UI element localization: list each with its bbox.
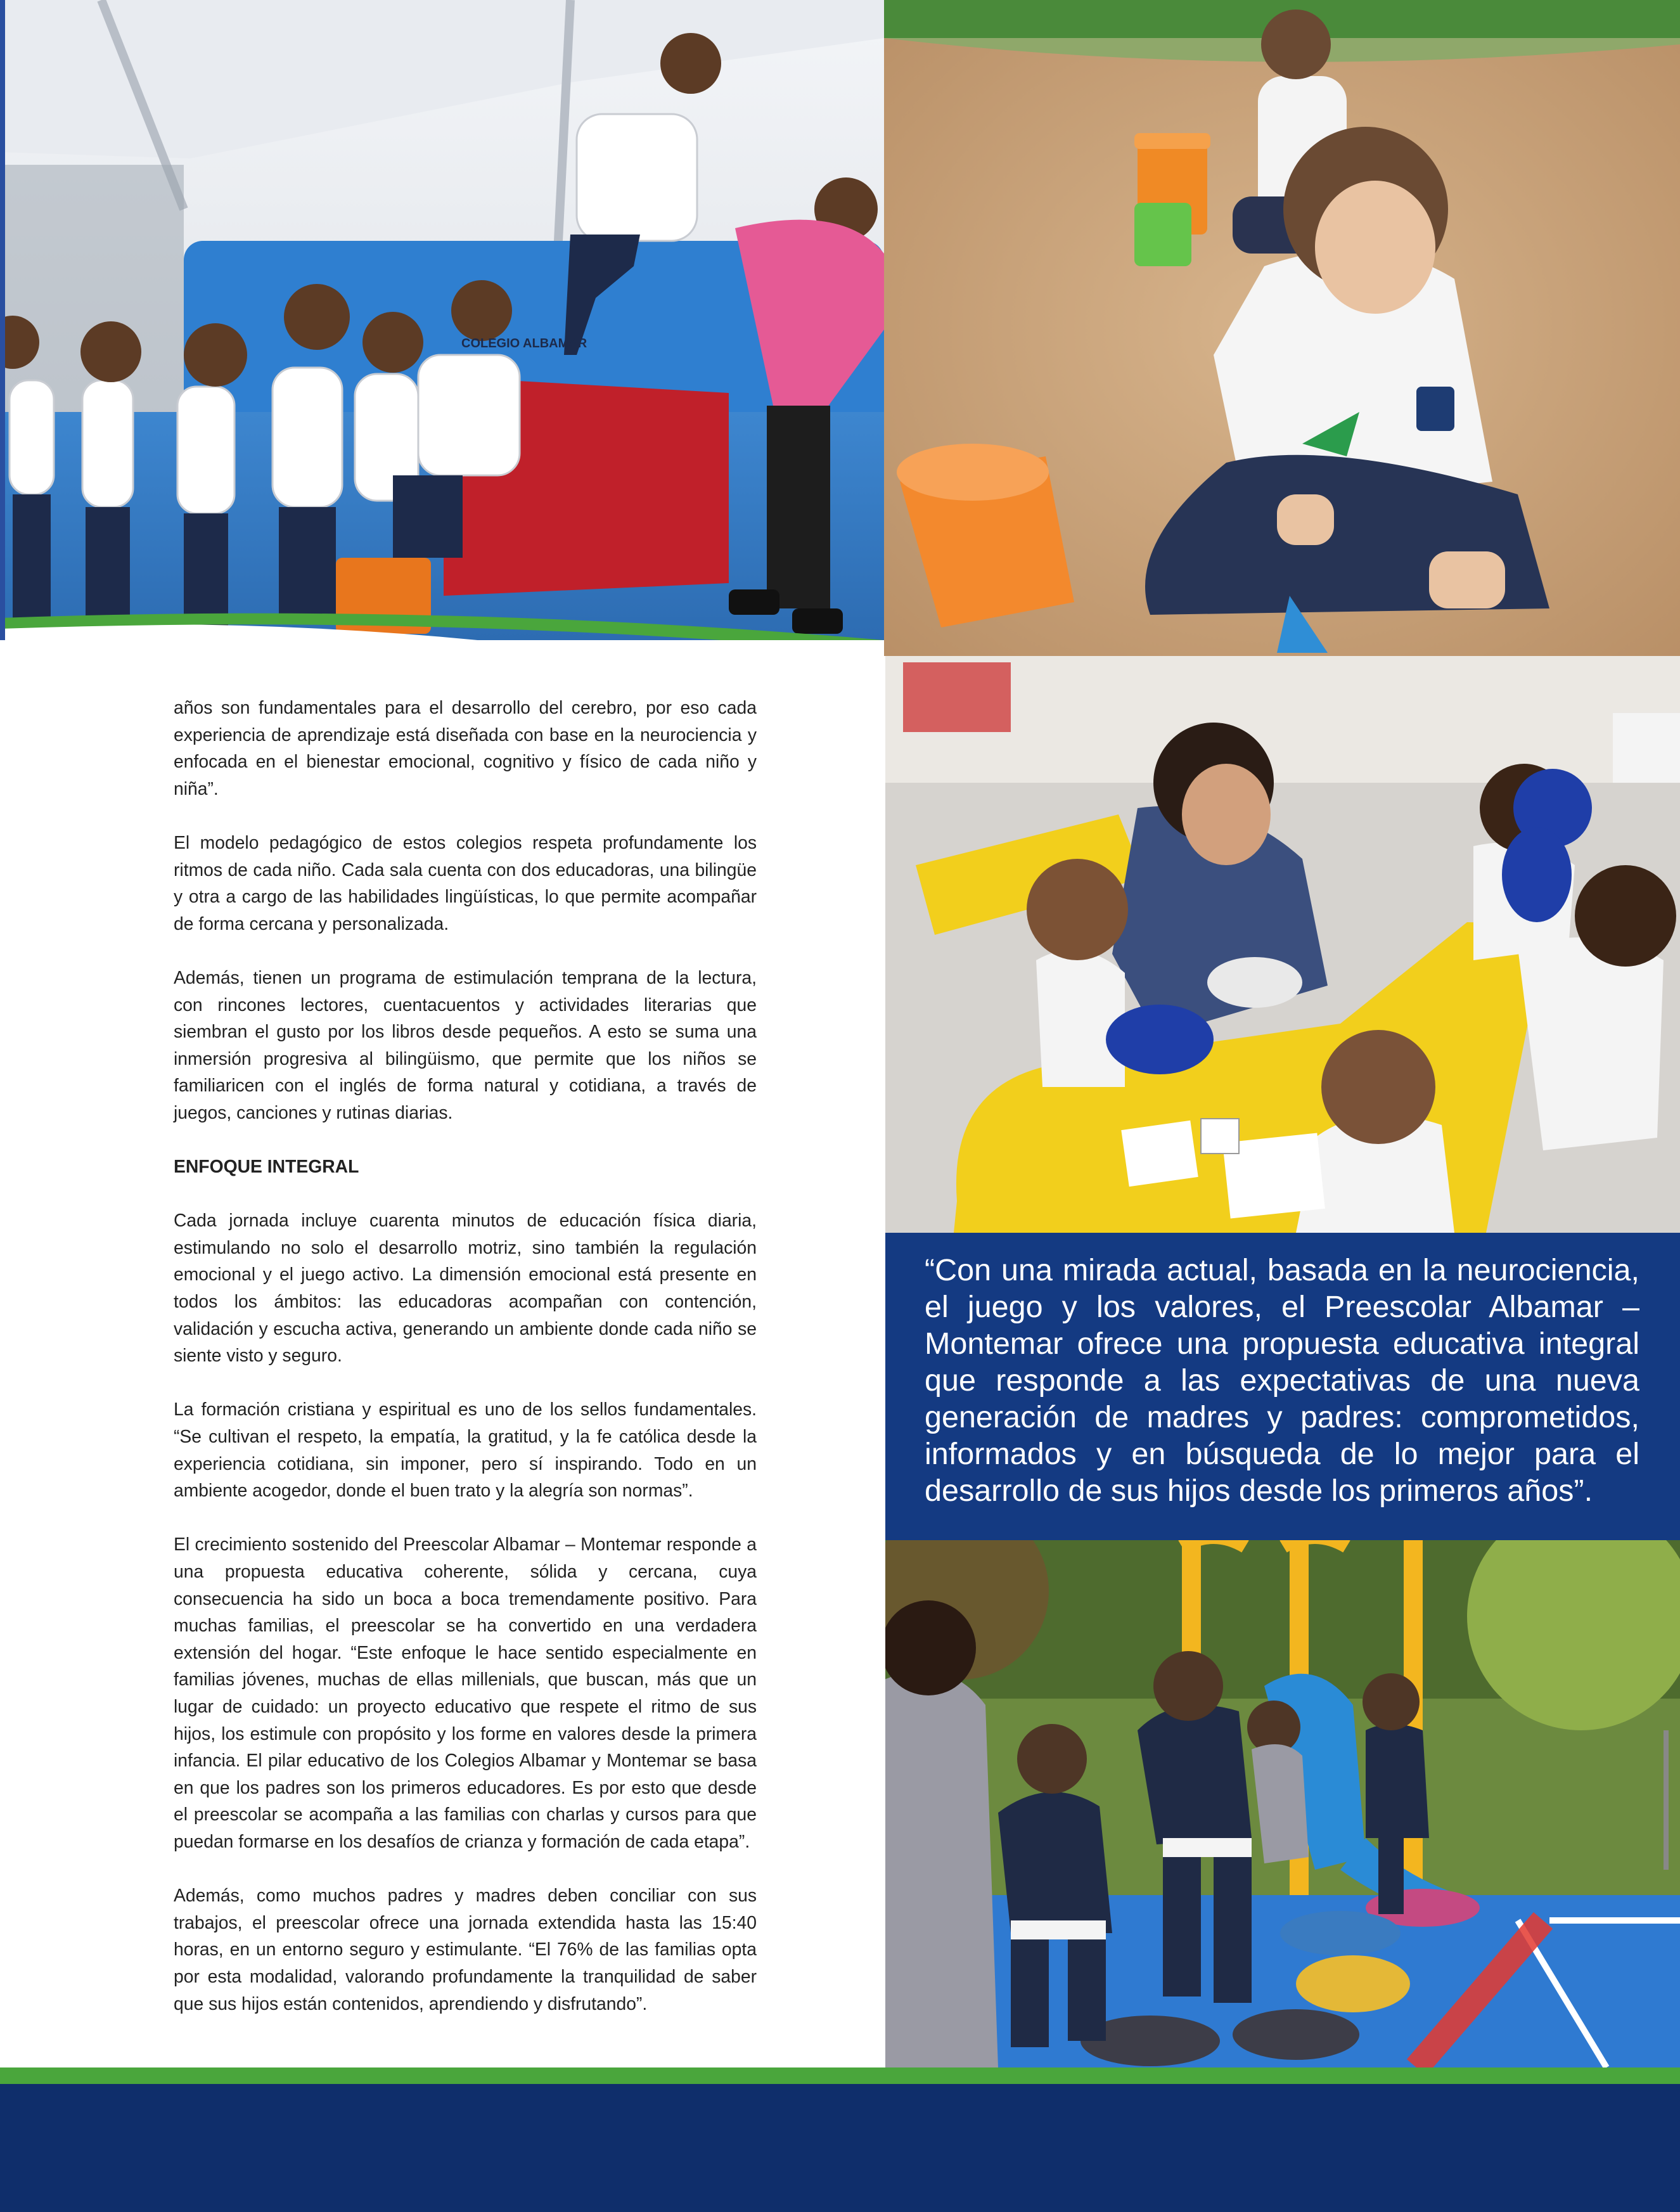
article-body	[174, 694, 757, 2044]
classroom-photo	[884, 656, 1680, 1233]
article-paragraph: La formación cristiana y espiritual es uno de los sellos fundamentales. “Se cultivan el respeto, la empatía, la gratitud, y la fe católica desde la experiencia cotidiana, sin imponer, pero sí inspirando. Todo en un ambiente acogedor, donde el buen trato y la alegría son normas”.	[174, 1399, 757, 1501]
pull-quote-box	[884, 1233, 1680, 1540]
article-paragraph: Cada jornada incluye cuarenta minutos de educación física diaria, estimulando no solo el desarrollo motriz, sino también la regulación emocional y el juego activo. La dimensión emocional está presente en todos los ámbitos: las educadoras acompañan con contención, validación y escucha activa, generando un ambiente donde cada niño se siente visto y seguro.	[174, 1210, 757, 1366]
sand-play-photo	[884, 0, 1680, 656]
article-paragraph: Además, como muchos padres y madres deben conciliar con sus trabajos, el preescolar ofrece una jornada extendida hasta las 15:40 horas, en un entorno seguro y estimulante. “El 76% de las familias opta por esta modalidad, valorando profundamente la tranquilidad de saber que sus hijos están contenidos, aprendiendo y disfrutando”.	[174, 1885, 757, 2014]
footer-green-stripe	[0, 2067, 1680, 2084]
article-paragraph: Además, tienen un programa de estimulación temprana de la lectura, con rincones lectores, cuentacuentos y actividades literarias que siembran el gusto por los libros desde pequeños. A esto se suma una inmersión progresiva al bilingüismo, que permite que los niños se familiaricen con el inglés de forma natural y cotidiana, a través de juegos, canciones y rutinas diarias.	[174, 967, 757, 1122]
article-paragraph: años son fundamentales para el desarrollo del cerebro, por eso cada experiencia de aprendizaje está diseñada con base en la neurociencia y enfocada en el bienestar emocional, cognitivo y físico de cada niño y niña”.	[174, 697, 757, 799]
playground-photo	[884, 1540, 1680, 2067]
article-paragraph: El crecimiento sostenido del Preescolar Albamar – Montemar responde a una propuesta educativa coherente, sólida y cercana, cuya consecuencia ha sido un boca a boca tremendamente positivo. Para muchas familias, el preescolar se ha convertido en una verdadera extensión del hogar. “Este enfoque le hace sentido especialmente en familias jóvenes, muchas de ellas millenials, que buscan, más que un lugar de cuidado: un proyecto educativo que respete el ritmo de sus hijos, los estimule con propósito y los forme en valores desde la primera infancia. El pilar educativo de los Colegios Albamar y Montemar se basa en que los padres son los primeros educadores. Es por esto que desde el preescolar se acompaña a las familias con charlas y cursos para que puedan formarse en los desafíos de crianza y formación de cada etapa”.	[174, 1534, 757, 1851]
footer-navy-band	[0, 2084, 1680, 2212]
gym-photo	[0, 0, 884, 640]
uniform-text: COLEGIO ALBAMAR	[461, 337, 587, 350]
article-paragraph: El modelo pedagógico de estos colegios respeta profundamente los ritmos de cada niño. Cada sala cuenta con dos educadoras, una bilingüe y otra a cargo de las habilidades lingüísticas, lo que permite acompañar de forma cercana y personalizada.	[174, 832, 757, 934]
left-edge-stripe	[0, 0, 5, 640]
pull-quote-text: “Con una mirada actual, basada en la neurociencia, el juego y los valores, el Preescolar Albamar – Montemar ofrece una propuesta educativa integral que responde a las expectativas de una nueva generación de madres y padres: comprometidos, informados y en búsqueda de lo mejor para el desarrollo de sus hijos desde los primeros años”.	[925, 1253, 1639, 1508]
column-divider	[883, 656, 885, 2067]
section-heading: ENFOQUE INTEGRAL	[174, 1156, 359, 1177]
